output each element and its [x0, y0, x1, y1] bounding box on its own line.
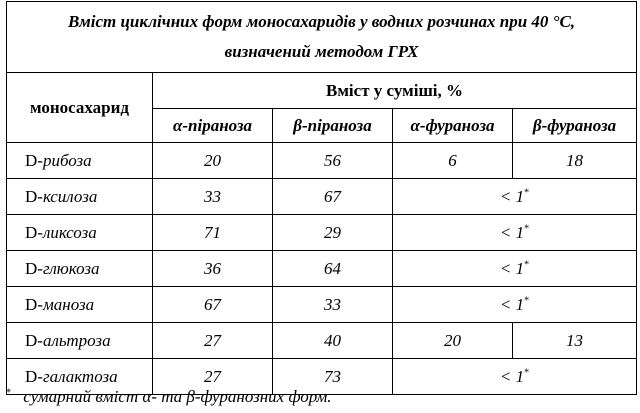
alpha-pyranose-value: 33: [153, 179, 273, 215]
header-alpha-furanose: α-фураноза: [393, 109, 513, 143]
footnote-ref: *: [524, 258, 530, 270]
table-row: [7, 143, 637, 179]
beta-pyranose-value: 67: [273, 179, 393, 215]
table-row: [7, 251, 637, 287]
footnote-ref: *: [524, 186, 530, 198]
beta-furanose-value: 18: [513, 143, 637, 179]
header-monosaccharide: моносахарид: [7, 73, 153, 143]
table-row: [7, 215, 637, 251]
furanose-combined-value: [393, 215, 637, 251]
name-prefix: D-: [25, 294, 43, 314]
less-than-value: < 1: [499, 366, 525, 386]
less-than-value: < 1: [499, 294, 525, 314]
footnote-ref: *: [524, 366, 530, 378]
row-name: [7, 143, 153, 179]
furanose-combined-value: [393, 251, 637, 287]
name-prefix: D-: [25, 330, 43, 350]
name-text: альтроза: [42, 330, 111, 350]
footnote-text: сумарний вміст α- та β-фуранозних форм.: [23, 387, 332, 406]
beta-pyranose-value: 73: [273, 359, 393, 395]
name-prefix: D-: [25, 186, 43, 206]
beta-pyranose-value: 40: [273, 323, 393, 359]
alpha-pyranose-value: 27: [153, 323, 273, 359]
name-text: глюкоза: [42, 258, 100, 278]
data-table: [6, 1, 637, 395]
table-title: [7, 2, 637, 73]
table-row: [7, 287, 637, 323]
footnote: [6, 387, 332, 407]
row-name: [7, 287, 153, 323]
alpha-furanose-value: 6: [393, 143, 513, 179]
title-line-2: визначений методом ГРХ: [224, 42, 419, 61]
header-content: Вміст у суміші, %: [153, 73, 637, 109]
alpha-pyranose-value: 36: [153, 251, 273, 287]
alpha-pyranose-value: 27: [153, 359, 273, 395]
name-prefix: D-: [25, 366, 43, 386]
table-row: [7, 323, 637, 359]
alpha-furanose-value: 20: [393, 323, 513, 359]
row-name: [7, 251, 153, 287]
name-text: галактоза: [42, 366, 118, 386]
beta-pyranose-value: 56: [273, 143, 393, 179]
name-prefix: D-: [25, 222, 43, 242]
header-row-1: [7, 73, 637, 109]
furanose-combined-value: [393, 179, 637, 215]
less-than-value: < 1: [499, 258, 525, 278]
beta-pyranose-value: 33: [273, 287, 393, 323]
title-row: [7, 2, 637, 73]
less-than-value: < 1: [499, 222, 525, 242]
less-than-value: < 1: [499, 186, 525, 206]
alpha-pyranose-value: 67: [153, 287, 273, 323]
name-prefix: D-: [25, 150, 43, 170]
footnote-ref: *: [524, 222, 530, 234]
alpha-pyranose-value: 20: [153, 143, 273, 179]
table-row: [7, 179, 637, 215]
footnote-ref: *: [524, 294, 530, 306]
furanose-combined-value: [393, 359, 637, 395]
name-prefix: D-: [25, 258, 43, 278]
row-name: [7, 179, 153, 215]
furanose-combined-value: [393, 287, 637, 323]
title-line-1: Вміст циклічних форм моносахаридів у водних розчинах при 40 °С,: [67, 12, 576, 31]
name-text: ксилоза: [42, 186, 98, 206]
name-text: маноза: [42, 294, 95, 314]
alpha-pyranose-value: 71: [153, 215, 273, 251]
header-beta-furanose: β-фураноза: [513, 109, 637, 143]
beta-pyranose-value: 64: [273, 251, 393, 287]
name-text: ликсоза: [42, 222, 97, 242]
beta-furanose-value: 13: [513, 323, 637, 359]
header-beta-pyranose: β-піраноза: [273, 109, 393, 143]
row-name: [7, 323, 153, 359]
header-alpha-pyranose: α-піраноза: [153, 109, 273, 143]
row-name: [7, 215, 153, 251]
beta-pyranose-value: 29: [273, 215, 393, 251]
name-text: рибоза: [42, 150, 92, 170]
footnote-mark: *: [6, 387, 11, 399]
